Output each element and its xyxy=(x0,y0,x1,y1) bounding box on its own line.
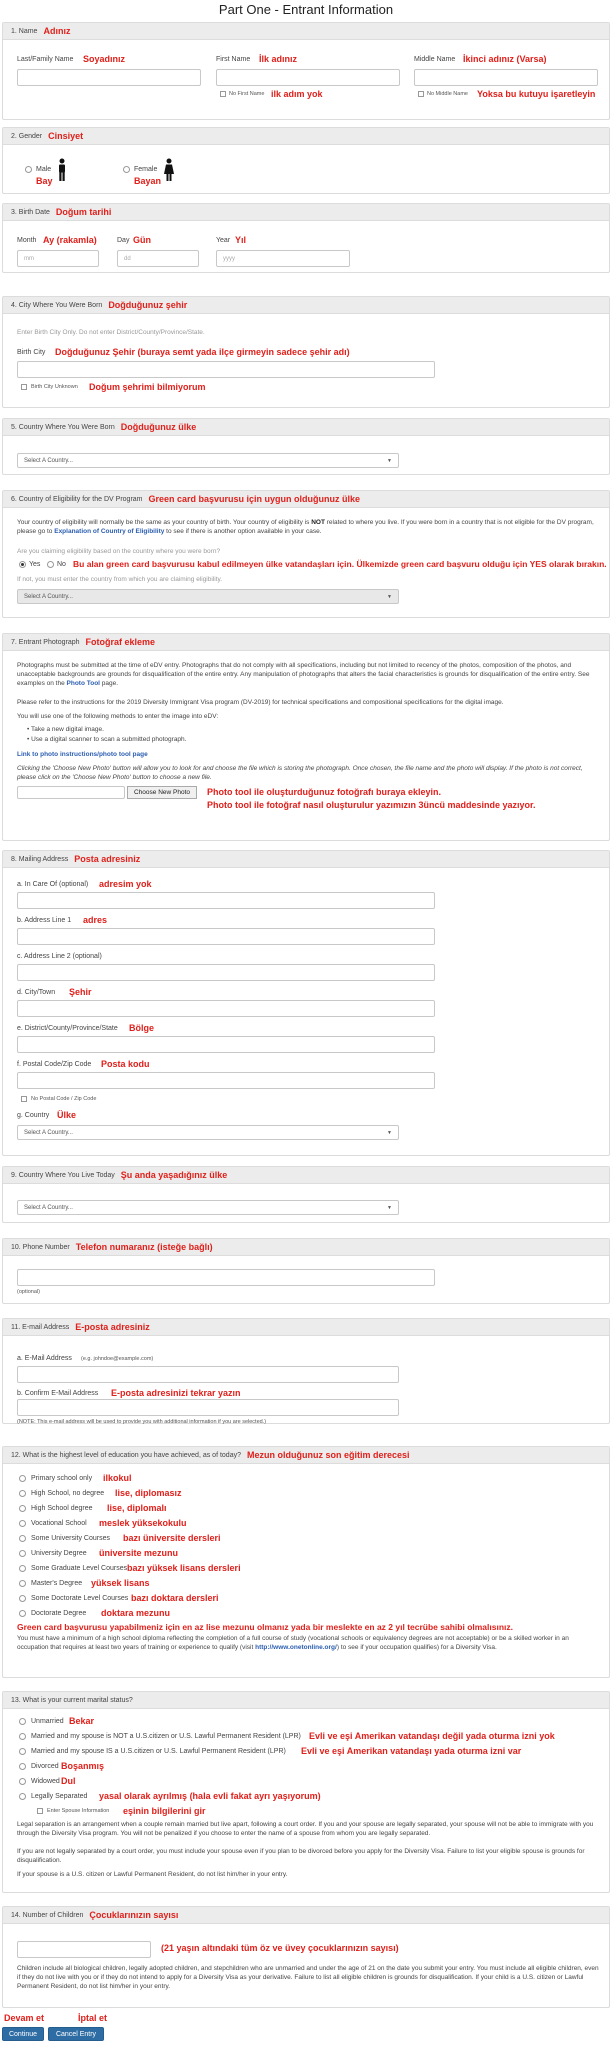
year-input[interactable]: yyyy xyxy=(216,250,350,267)
education-option-label: Some Doctorate Level Courses xyxy=(31,1595,129,1602)
birth-city-unknown-label: Birth City Unknown xyxy=(31,384,78,390)
education-option-label: High School, no degree xyxy=(31,1490,105,1497)
marital-option-note: Dul xyxy=(61,1776,76,1786)
education-option-note: lise, diplomalı xyxy=(107,1503,167,1513)
marital-option-label: Legally Separated xyxy=(31,1793,88,1800)
education-requirement-note: Green card başvurusu yapabilmeniz için en az lise mezunu olmanız yada bir meslekte en az 2 yıl tecrübe sahibi olmalısınız. xyxy=(17,1622,514,1632)
chevron-down-icon: ▼ xyxy=(387,1129,392,1136)
education-option-note: bazı üniversite dersleri xyxy=(123,1533,221,1543)
city-town-label: d. City/Town xyxy=(17,989,56,996)
education-option-radio[interactable] xyxy=(19,1505,26,1512)
spouse-info-checkbox[interactable] xyxy=(37,1808,43,1814)
education-option-note: üniversite mezunu xyxy=(99,1548,179,1558)
mailing-country-label: g. Country xyxy=(17,1112,50,1119)
district-label: e. District/County/Province/State xyxy=(17,1025,118,1032)
photo-method-2: • Use a digital scanner to scan a submitted photograph. xyxy=(27,736,187,743)
spouse-info-label: Enter Spouse Information xyxy=(47,1808,110,1814)
education-option-label: Primary school only xyxy=(31,1475,93,1482)
photo-choose-help: Clicking the 'Choose New Photo' button will allow you to look for and choose the file which is storing the photograph. Once chosen, the file name and the photo will display. If the photo is not correct, please click on the 'Choose New Photo' button to choose a new file. xyxy=(17,765,583,781)
photo-instructions-ref: Please refer to the instructions for the 2019 Diversity Immigrant Visa program (DV-2019) for technical specifications and compositional specifications for the digital image. xyxy=(17,699,504,706)
current-country-select[interactable]: Select A Country... ▼ xyxy=(17,1200,399,1215)
male-label: Male xyxy=(36,166,52,173)
choose-new-photo-button[interactable]: Choose New Photo xyxy=(127,786,197,799)
photo-instructions-link[interactable]: Link to photo instructions/photo tool page xyxy=(17,751,148,758)
city-town-note: Şehir xyxy=(69,987,92,997)
education-option-radio[interactable] xyxy=(19,1475,26,1482)
marital-option-radio[interactable] xyxy=(19,1733,26,1740)
care-of-note: adresim yok xyxy=(99,879,152,889)
photo-file-name-field xyxy=(17,786,125,799)
section-photograph: 7. Entrant Photograph Fotoğraf ekleme Photographs must be submitted at the time of eDV entry. Photographs that do not comply with all specifications, including but not limited to recency of the photos, composition of the photos, and unacceptable backgrounds are grounds for disqualification of the entire entry. Any manipulation of photographs that alters the facial characteristics is grounds for disqualification of the entire entry. See examples on the Photo Tool page. Please refer to the instructions for the 2019 Diversity Immigrant Visa program (DV-2019) for technical specifications and compositional specifications for the digital image. You will use one of the following methods to enter the image into eDV: • Take a new digital image. • Use a digital scanner to scan a submitted photograph. Link to photo instructions/photo tool page Clicking the 'Choose New Photo' button will allow you to look for and choose the file which is storing the photograph. Once chosen, the file name and the photo will display. If the photo is not correct, please click on the 'Choose New Photo' button to choose a new file. Choose New Photo Photo tool ile oluşturduğunuz fotoğrafı buraya ekleyin. Photo tool ile fotoğraf nasıl oluşturulur yazımızın 3üncü maddesinde yazıyor. xyxy=(2,633,610,841)
marital-option-label: Married and my spouse is NOT a U.S.citizen or U.S. Lawful Permanent Resident (LPR) xyxy=(31,1733,301,1740)
no-middle-name-checkbox[interactable] xyxy=(418,91,424,97)
education-requirement-text: You must have a minimum of a high school diploma reflecting the completion of a full course of study (vocational schools or equivalency degrees are not acceptable) or be a skilled worker in an occupation that requires at least two years of training or experience to qualify (visit http://www.onetonline.org/) to see if your occupation qualifies) for a Diversity Visa. xyxy=(17,1635,569,1651)
no-postal-code-checkbox[interactable] xyxy=(21,1096,27,1102)
address-line2-label: c. Address Line 2 (optional) xyxy=(17,953,102,960)
education-option-label: Master's Degree xyxy=(31,1580,83,1587)
middle-name-input[interactable] xyxy=(414,69,598,86)
no-postal-code-label: No Postal Code / Zip Code xyxy=(31,1096,97,1102)
no-label: No xyxy=(57,561,66,568)
marital-option-radio[interactable] xyxy=(19,1718,26,1725)
male-person-icon xyxy=(57,158,67,182)
legal-separation-text: Legal separation is an arrangement when a couple remain married but live apart, following a court order. If you and your spouse are legally separated, your spouse will not be able to immigrate with you through the Diversity Visa program. You will not be penalized if you choose to enter the name of a spouse from whom you are legally separated. xyxy=(17,1821,594,1837)
section-header: 1. Name Adınız xyxy=(3,23,609,40)
address-line2-input[interactable] xyxy=(17,964,435,981)
address-line1-note: adres xyxy=(83,915,108,925)
photo-tool-link[interactable]: Photo Tool xyxy=(66,680,100,687)
section-birth-date: 3. Birth Date Doğum tarihi Month Ay (rakamla) mm Day Gün dd Year Yıl yyyy xyxy=(2,203,610,273)
education-option-note: ilkokul xyxy=(103,1473,132,1483)
no-first-name-label: No First Name xyxy=(229,91,265,97)
marital-option-label: Widowed xyxy=(31,1778,60,1785)
address-line1-label: b. Address Line 1 xyxy=(17,917,72,924)
first-name-note: İlk adınız xyxy=(259,54,298,64)
day-label: Day xyxy=(117,237,130,244)
yes-label: Yes xyxy=(29,561,41,568)
children-count-note: (21 yaşın altındaki tüm öz ve üvey çocuklarınızın sayısı) xyxy=(161,1943,399,1953)
day-input[interactable]: dd xyxy=(117,250,199,267)
chevron-down-icon: ▼ xyxy=(387,1204,392,1211)
photo-note-2: Photo tool ile fotoğraf nasıl oluşturulur yazımızın 3üncü maddesinde yazıyor. xyxy=(207,800,536,810)
eligibility-explanation: Your country of eligibility will normally be the same as your country of birth. Your country of eligibility is NOT related to where you live. If you were born in a country that is not eligible for the DV program, please go to Explanation of Country of Eligibility to see if there is another option available in your case. xyxy=(17,519,594,535)
continue-note: Devam et xyxy=(4,2013,45,2023)
marital-option-radio[interactable] xyxy=(19,1763,26,1770)
chevron-down-icon: ▼ xyxy=(387,457,392,464)
continue-button[interactable]: Continue xyxy=(2,2027,44,2041)
last-name-note: Soyadınız xyxy=(83,54,126,64)
year-note: Yıl xyxy=(235,235,247,245)
education-option-radio[interactable] xyxy=(19,1490,26,1497)
photo-note-1: Photo tool ile oluşturduğunuz fotoğrafı buraya ekleyin. xyxy=(207,787,442,797)
birth-city-unknown-note: Doğum şehrimi bilmiyorum xyxy=(89,382,206,392)
confirm-email-label: b. Confirm E-Mail Address xyxy=(17,1390,99,1397)
education-option-radio[interactable] xyxy=(19,1535,26,1542)
last-name-label: Last/Family Name xyxy=(17,56,74,63)
confirm-email-input[interactable] xyxy=(17,1399,399,1416)
section-education: 12. What is the highest level of education you have achieved, as of today? Mezun olduğunuz son eğitim derecesi Primary school only ilkokul High School, no degree lise, diplomasız High School degree lise, diplomalı Vocational School meslek yüksekokulu Some University Courses bazı üniversite dersleri University Degree üniversite mezunu Some Graduate Level Courses bazı yüksek lisans dersleri Master's Degree yüksek lisans Some Doctorate Level Courses bazı doktara dersleri Doctorate Degree doktara mezunu Green card başvurusu yapabilmeniz için en az lise mezunu olmanız yada bir meslekte en az 2 yıl tecrübe sahibi olmalısınız. You must have a minimum of a high school diploma reflecting the completion of a full course of study (vocational schools or equivalency degrees are not acceptable) or be a skilled worker in an occupation that requires at least two years of training or experience to qualify (visit http://www.onetonline.org/) to see if your occupation qualifies) for a Diversity Visa. xyxy=(2,1446,610,1678)
section-children: 14. Number of Children Çocuklarınızın sayısı (21 yaşın altındaki tüm öz ve üvey çocuklarınızın sayısı) Children include all biological children, legally adopted children, and stepchildren who are unmarried and under the age of 21 on the date you submit your entry. You must include all eligible children, even if they do not live with you or if they do not intend to apply for a Diversity Visa as your derivative. Failure to list all eligible children is grounds for disqualification. If your child is a U.S. citizen or Lawful Permanent Resident, do not list him/her in your entry. xyxy=(2,1906,610,2008)
eligibility-no-radio[interactable] xyxy=(47,561,54,568)
address-line1-input[interactable] xyxy=(17,928,435,945)
marital-option-label: Married and my spouse IS a U.S.citizen or U.S. Lawful Permanent Resident (LPR) xyxy=(31,1748,286,1755)
month-label: Month xyxy=(17,237,37,244)
email-input[interactable] xyxy=(17,1366,399,1383)
birth-city-hint: Enter Birth City Only. Do not enter District/County/Province/State. xyxy=(17,329,205,336)
education-option-radio[interactable] xyxy=(19,1610,26,1617)
phone-optional-label: (optional) xyxy=(17,1289,40,1295)
day-note: Gün xyxy=(133,235,151,245)
eligibility-yes-radio[interactable] xyxy=(19,561,26,568)
gender-male-radio[interactable] xyxy=(25,166,32,173)
photo-method-1: • Take a new digital image. xyxy=(27,726,104,733)
email-hint: (e.g. johndoe@example.com) xyxy=(81,1356,154,1362)
middle-name-note: İkinci adınız (Varsa) xyxy=(463,54,547,64)
gender-female-radio[interactable] xyxy=(123,166,130,173)
birth-country-select[interactable]: Select A Country... ▼ xyxy=(17,453,399,468)
onetonline-link[interactable]: http://www.onetonline.org/ xyxy=(255,1644,337,1651)
section-birth-city: 4. City Where You Were Born Doğduğunuz şehir Enter Birth City Only. Do not enter District/County/Province/State. Birth City Doğduğunuz Şehir (buraya semt yada ilçe girmeyin sadece şehir adı) Birth City Unknown Doğum şehrimi bilmiyorum xyxy=(2,296,610,408)
mailing-country-note: Ülke xyxy=(57,1110,77,1120)
children-explanation: Children include all biological children, legally adopted children, and stepchildren who are unmarried and under the age of 21 on the date you submit your entry. You must include all eligible children, even if they do not live with you or if they do not intend to apply for a Diversity Visa as your derivative. Failure to list all eligible children is grounds for disqualification. If your child is a U.S. citizen or Lawful Permanent Resident, do not list him/her in your entry. xyxy=(17,1965,599,1990)
education-option-radio[interactable] xyxy=(19,1520,26,1527)
eligibility-if-not: If not, you must enter the country from which you are claiming eligibility. xyxy=(17,576,223,583)
marital-option-note: Evli ve eşi Amerikan vatandaşı değil yada oturma izni yok xyxy=(309,1731,555,1741)
no-middle-name-note: Yoksa bu kutuyu işaretleyin xyxy=(477,89,596,99)
education-option-note: bazı yüksek lisans dersleri xyxy=(127,1563,241,1573)
section-name xyxy=(2,22,610,120)
marital-option-radio[interactable] xyxy=(19,1778,26,1785)
chevron-down-icon: ▼ xyxy=(387,593,392,600)
male-note: Bay xyxy=(36,176,53,186)
section-mailing-address: 8. Mailing Address Posta adresiniz a. In Care Of (optional) adresim yok b. Address Line 1 adres c. Address Line 2 (optional) d. City/Town Şehir e. District/County/Province/State Bölge f. Postal Code/Zip Code Posta kodu No Postal Code / Zip Code g. Country Ülke Select A Country... ▼ xyxy=(2,850,610,1156)
education-option-note: doktara mezunu xyxy=(101,1608,171,1618)
mailing-country-select[interactable]: Select A Country... ▼ xyxy=(17,1125,399,1140)
photo-requirements: Photographs must be submitted at the time of eDV entry. Photographs that do not comply with all specifications, including but not limited to recency of the photos, composition of the photos, and unacceptable backgrounds are grounds for disqualification of the entire entry. Any manipulation of photographs that alters the facial characteristics is grounds for disqualification of the entire entry. See examples on the Photo Tool page. xyxy=(17,662,590,687)
section-eligibility: 6. Country of Eligibility for the DV Program Green card başvurusu için uygun olduğunuz ülke Your country of eligibility will normally be the same as your country of birth. Your country of eligibility is NOT related to where you live. If you were born in a country that is not eligible for the DV program, please go to Explanation of Country of Eligibility to see if there is another option available in your case. Are you claiming eligibility based on the country where you were born? Yes No Bu alan green card başvurusu kabul edilmeyen ülke vatandaşları için. Ülkemizde green card başvuru olduğu için YES olarak bırakın. If not, you must enter the country from which you are claiming eligibility. Select A Country... ▼ xyxy=(2,490,610,618)
postal-code-input[interactable] xyxy=(17,1072,435,1089)
no-first-name-checkbox[interactable] xyxy=(220,91,226,97)
no-first-name-note: ilk adım yok xyxy=(271,89,323,99)
education-option-radio[interactable] xyxy=(19,1550,26,1557)
middle-name-label: Middle Name xyxy=(414,56,456,63)
eligibility-question: Are you claiming eligibility based on the country where you were born? xyxy=(17,548,221,555)
first-name-label: First Name xyxy=(216,56,251,63)
year-label: Year xyxy=(216,237,231,244)
section-birth-country: 5. Country Where You Were Born Doğduğunuz ülke Select A Country... ▼ xyxy=(2,418,610,475)
education-option-label: Some University Courses xyxy=(31,1535,110,1542)
education-option-note: yüksek lisans xyxy=(91,1578,150,1588)
photo-methods-intro: You will use one of the following methods to enter the image into eDV: xyxy=(17,713,219,720)
marital-option-note: yasal olarak ayrılmış (hala evli fakat ayrı yaşıyorum) xyxy=(99,1791,321,1801)
marital-option-radio[interactable] xyxy=(19,1748,26,1755)
education-option-note: lise, diplomasız xyxy=(115,1488,182,1498)
postal-code-label: f. Postal Code/Zip Code xyxy=(17,1061,92,1068)
education-option-radio[interactable] xyxy=(19,1595,26,1602)
education-option-radio[interactable] xyxy=(19,1580,26,1587)
postal-code-note: Posta kodu xyxy=(101,1059,150,1069)
education-option-note: bazı doktara dersleri xyxy=(131,1593,219,1603)
first-name-input[interactable] xyxy=(216,69,400,86)
section-gender: 2. Gender Cinsiyet Male Bay Female Bayan xyxy=(2,127,610,194)
page-title: Part One - Entrant Information xyxy=(218,2,394,17)
education-option-radio[interactable] xyxy=(19,1565,26,1572)
email-label: a. E-Mail Address xyxy=(17,1355,72,1362)
phone-input[interactable] xyxy=(17,1269,435,1286)
no-middle-name-label: No Middle Name xyxy=(427,91,468,97)
email-note: (NOTE: This e-mail address will be used to provide you with additional information if you are selected.) xyxy=(17,1419,267,1425)
female-note: Bayan xyxy=(134,176,162,186)
children-count-input[interactable] xyxy=(17,1941,151,1958)
marital-option-note: Boşanmış xyxy=(61,1761,105,1771)
month-input[interactable]: mm xyxy=(17,250,99,267)
birth-city-input[interactable] xyxy=(17,361,435,378)
eligibility-link[interactable]: Explanation of Country of Eligibility xyxy=(54,528,165,535)
city-town-input[interactable] xyxy=(17,1000,435,1017)
section-email: 11. E-mail Address E-posta adresiniz a. E-Mail Address (e.g. johndoe@example.com) b. Confirm E-Mail Address E-posta adresinizi tekrar yazın (NOTE: This e-mail address will be used to provide you with additional information if you are selected.) xyxy=(2,1318,610,1424)
birth-city-note: Doğduğunuz Şehir (buraya semt yada ilçe girmeyin sadece şehir adı) xyxy=(55,347,350,357)
female-label: Female xyxy=(134,166,158,173)
marital-option-note: Bekar xyxy=(69,1716,95,1726)
marital-option-label: Unmarried xyxy=(31,1718,64,1725)
eligibility-country-select[interactable]: Select A Country... ▼ xyxy=(17,589,399,604)
education-option-note: meslek yüksekokulu xyxy=(99,1518,187,1528)
marital-option-radio[interactable] xyxy=(19,1793,26,1800)
spouse-citizen-text: If your spouse is a U.S. citizen or Lawful Permanent Resident, do not list him/her in your entry. xyxy=(17,1871,288,1878)
month-note: Ay (rakamla) xyxy=(43,235,97,245)
birth-city-unknown-checkbox[interactable] xyxy=(21,384,27,390)
spouse-info-note: eşinin bilgilerini gir xyxy=(123,1806,206,1816)
female-person-icon xyxy=(163,158,175,182)
section-marital-status: 13. What is your current marital status? Unmarried Bekar Married and my spouse is NOT a U.S.citizen or U.S. Lawful Permanent Resident (LPR) Evli ve eşi Amerikan vatandaşı değil yada oturma izni yok Married and my spouse IS a U.S.citizen or U.S. Lawful Permanent Resident (LPR) Evli ve eşi Amerikan vatandaşı yada oturma izni var Divorced Boşanmış Widowed Dul Legally Separated yasal olarak ayrılmış (hala evli fakat ayrı yaşıyorum) Enter Spouse Information eşinin bilgilerini gir Legal separation is an arrangement when a couple remain married but live apart, following a court order. If you and your spouse are legally separated, your spouse will not be able to immigrate with you through the Diversity Visa program. You will not be penalized if you choose to enter the name of a spouse from whom you are legally separated. If you are not legally separated by a court order, you must include your spouse even if you plan to be divorced before you apply for the Diversity Visa. Failure to list your eligible spouse is grounds for disqualification. If your spouse is a U.S. citizen or Lawful Permanent Resident, do not list him/her in your entry. xyxy=(2,1691,610,1893)
district-input[interactable] xyxy=(17,1036,435,1053)
care-of-label: a. In Care Of (optional) xyxy=(17,881,89,888)
spouse-inclusion-text: If you are not legally separated by a court order, you must include your spouse even if you plan to be divorced before you apply for the Diversity Visa. Failure to list your eligible spouse is grounds for disqualification. xyxy=(17,1848,585,1864)
marital-option-note: Evli ve eşi Amerikan vatandaşı yada oturma izni var xyxy=(301,1746,522,1756)
section-phone: 10. Phone Number Telefon numaranız (isteğe bağlı) (optional) xyxy=(2,1238,610,1304)
section-current-country: 9. Country Where You Live Today Şu anda yaşadığınız ülke Select A Country... ▼ xyxy=(2,1166,610,1223)
marital-option-label: Divorced xyxy=(31,1763,59,1770)
cancel-note: İptal et xyxy=(78,2013,108,2023)
care-of-input[interactable] xyxy=(17,892,435,909)
cancel-entry-button[interactable]: Cancel Entry xyxy=(48,2027,104,2041)
district-note: Bölge xyxy=(129,1023,155,1033)
education-option-label: High School degree xyxy=(31,1505,93,1512)
eligibility-yes-note: Bu alan green card başvurusu kabul edilmeyen ülke vatandaşları için. Ülkemizde green card başvuru olduğu için YES olarak bırakın. xyxy=(73,559,607,569)
birth-city-label: Birth City xyxy=(17,349,46,356)
education-option-label: Doctorate Degree xyxy=(31,1610,87,1617)
education-option-label: Vocational School xyxy=(31,1520,87,1527)
education-option-label: University Degree xyxy=(31,1550,87,1557)
education-option-label: Some Graduate Level Courses xyxy=(31,1565,128,1572)
last-name-input[interactable] xyxy=(17,69,201,86)
confirm-email-note: E-posta adresinizi tekrar yazın xyxy=(111,1388,241,1398)
